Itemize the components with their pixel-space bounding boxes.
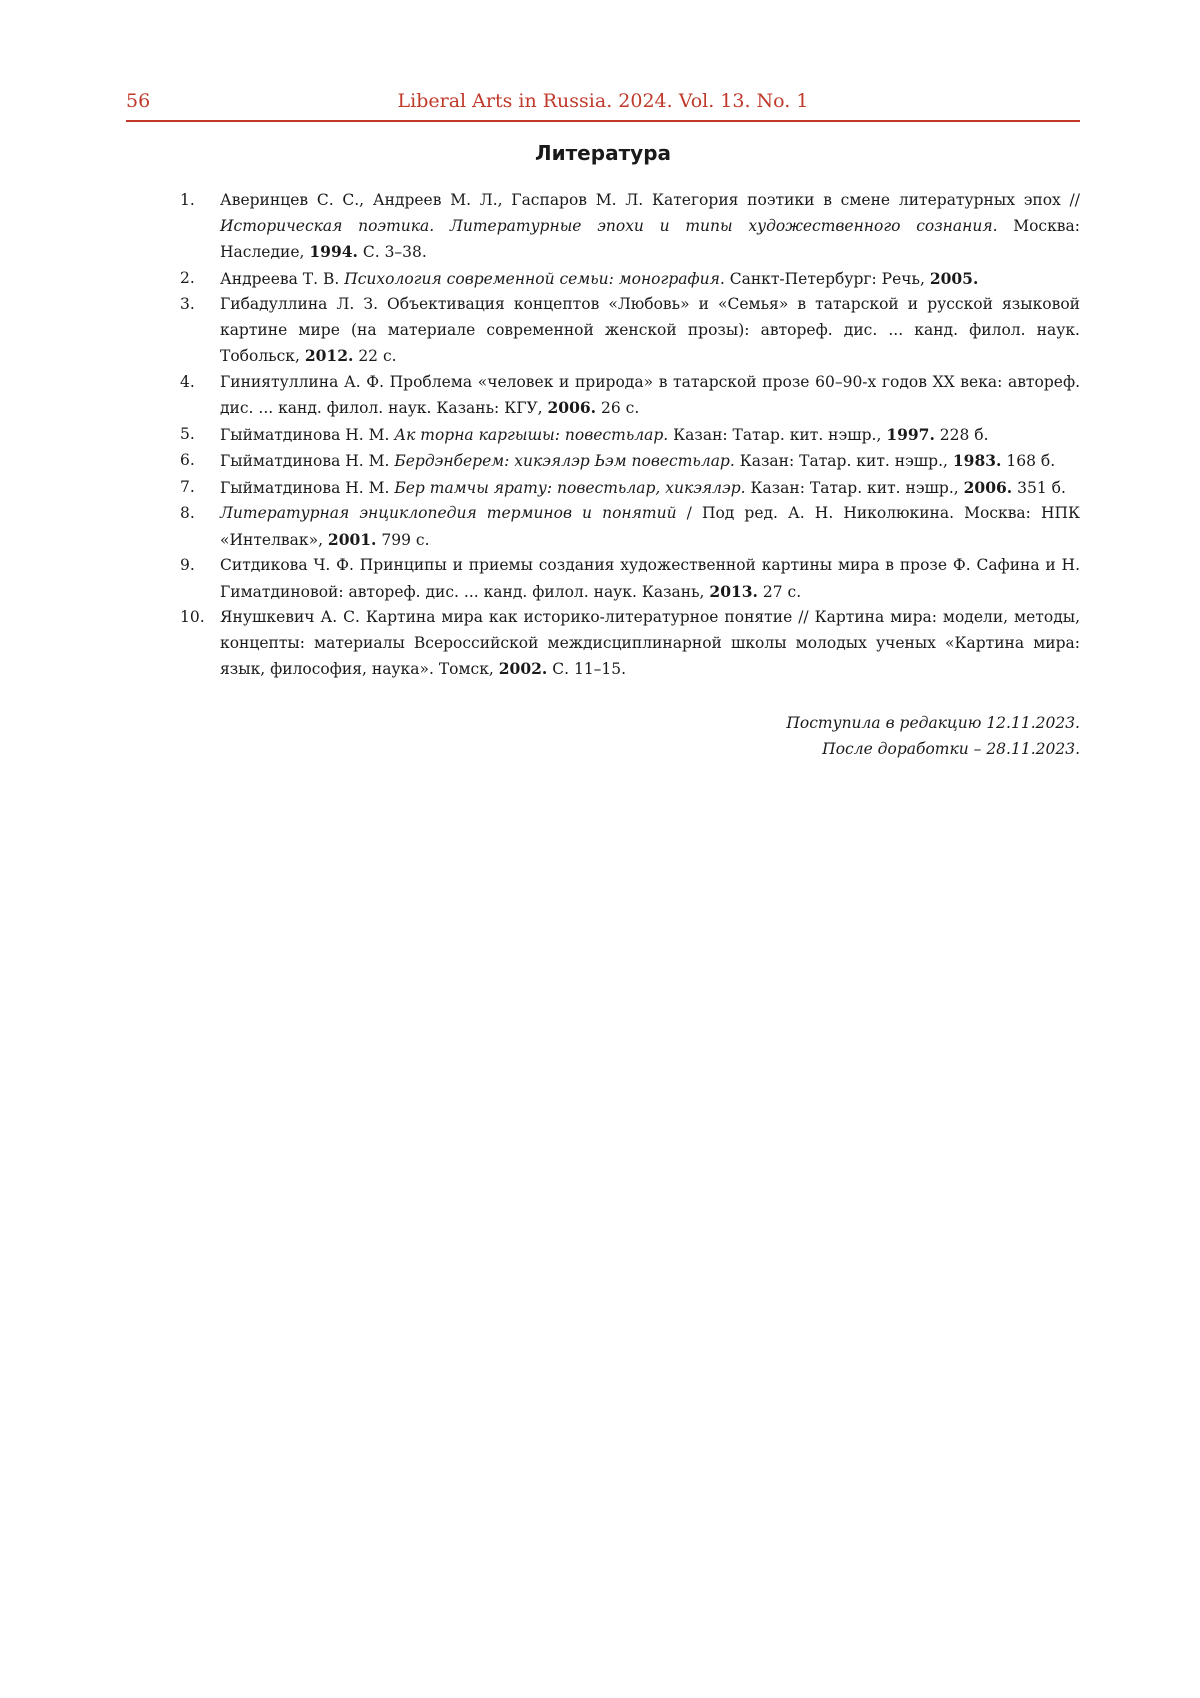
received-date: Поступила в редакцию 12.11.2023. — [786, 714, 1080, 732]
reference-text-part: 799 с. — [376, 530, 430, 549]
reference-text-part: 1983. — [952, 451, 1002, 470]
reference-text — [220, 295, 1080, 365]
reference-text-part: Ситдикова Ч. Ф. Принципы и приемы создания художественной картины мира в прозе Ф. Сафина и Н. Гиматдиновой: автореф. дис. ... канд. филол. наук. Казань, — [220, 556, 1080, 601]
reference-text-part: / Под ред. А. Н. Николюкина. Москва: НПК «Интелвак», — [220, 504, 1080, 549]
reference-text-part: Санкт-Петербург: Речь, — [724, 269, 930, 288]
reference-item — [180, 448, 1080, 475]
reference-text-part: Казан: Татар. кит. нэшр., — [745, 478, 964, 497]
reference-text-part: Янушкевич А. С. Картина мира как историко-литературное понятие // Картина мира: модели, методы, концепты: материалы Всероссийской междисциплинарной школы молодых ученых «Картина мира: язык, философия, наука». Томск, — [220, 608, 1080, 678]
reference-text-part: Гыйматдинова Н. М. — [220, 478, 395, 497]
reference-text — [220, 556, 1080, 601]
reference-number: 5. — [180, 424, 195, 443]
reference-text-part: 168 б. — [1001, 452, 1056, 470]
reference-text — [220, 426, 989, 444]
reference-item — [180, 475, 1080, 502]
reference-list — [180, 188, 1080, 683]
reference-text-part: 2005. — [929, 268, 979, 288]
section-heading: Литература — [534, 141, 672, 165]
reference-number: 7. — [180, 477, 195, 496]
reference-text — [220, 608, 1080, 678]
reference-item — [180, 292, 1080, 370]
reference-number: 10. — [180, 608, 205, 626]
reference-text — [220, 373, 1080, 418]
reference-text-part: 228 б. — [934, 425, 989, 444]
reference-text-part: Аверинцев С. С., Андреев М. Л., Гаспаров М. Л. Категория поэтики в смене литературных эпох // — [220, 191, 1080, 209]
reference-text-part: Бер тамчы ярату: повестьлар, хикэялэр. — [394, 478, 746, 497]
reference-item — [180, 501, 1080, 553]
reference-item — [180, 188, 1080, 266]
reference-item — [180, 422, 1080, 449]
reference-text-part: С. 3–38. — [357, 243, 427, 261]
reference-text-part: 22 с. — [353, 347, 397, 365]
reference-text-part: 2012. — [304, 346, 354, 365]
reference-item — [180, 553, 1080, 605]
reference-text-part: 26 с. — [596, 399, 640, 417]
reference-text-part: 2006. — [963, 477, 1013, 497]
reference-text-part: 1994. — [309, 242, 358, 261]
reference-text — [220, 504, 1080, 549]
reference-item — [180, 266, 1080, 293]
reference-text-part: Москва: Наследие, — [220, 216, 1080, 261]
reference-text-part: С. 11–15. — [547, 660, 627, 678]
reference-text-part: 2006. — [547, 398, 597, 417]
reference-number: 6. — [180, 451, 195, 469]
reference-number: 1. — [180, 191, 195, 209]
reference-item — [180, 370, 1080, 422]
reference-text-part: Психология современной семьи: монография. — [344, 269, 725, 288]
reference-text-part: 2001. — [327, 529, 377, 549]
running-header — [126, 90, 1080, 122]
reference-text-part: 27 с. — [757, 582, 802, 601]
reference-text-part: 2002. — [498, 659, 548, 678]
reference-text-part: Казан: Татар. кит. нэшр., — [668, 425, 887, 444]
reference-text-part: Гыйматдинова Н. М. — [220, 425, 395, 444]
reference-text-part: Гибадуллина Л. З. Объективация концептов «Любовь» и «Семья» в татарской и русской языковой картине мире (на материале современной женской прозы): автореф. дис. ... канд. филол. наук. Тобольск, — [220, 295, 1080, 365]
reference-text-part: Бердэнберем: хикэялэр Ьэм повестьлар. — [394, 452, 735, 470]
reference-text-part: Гыйматдинова Н. М. — [220, 452, 395, 470]
reference-text-part: 1997. — [886, 424, 935, 444]
reference-number: 3. — [180, 295, 195, 313]
revised-date: После доработки – 28.11.2023. — [822, 739, 1080, 758]
reference-text — [220, 479, 1066, 497]
reference-number: 2. — [180, 268, 195, 287]
reference-text-part: Андреева Т. В. — [220, 269, 345, 288]
reference-text-part: Гиниятуллина А. Ф. Проблема «человек и природа» в татарской прозе 60–90-х годов XX века: автореф. дис. ... канд. филол. наук. Казань: КГУ, — [220, 372, 1080, 417]
journal-title: Liberal Arts in Russia. 2024. Vol. 13. No. 1 — [397, 90, 809, 112]
page-number: 56 — [126, 90, 151, 112]
reference-text-part: 351 б. — [1012, 478, 1066, 497]
received-dates — [480, 711, 1080, 762]
reference-text-part: 2013. — [709, 581, 758, 601]
reference-text — [220, 452, 1055, 470]
reference-text-part: Казан: Татар. кит. нэшр., — [734, 452, 953, 470]
reference-item — [180, 605, 1080, 683]
reference-number: 9. — [180, 556, 195, 574]
reference-text-part: Ак торна каргышы: повестьлар. — [394, 425, 669, 444]
reference-text-part: Историческая поэтика. Литературные эпохи и типы художественного сознания. — [220, 216, 998, 235]
reference-text-part: Литературная энциклопедия терминов и понятий — [220, 504, 677, 522]
reference-text — [220, 270, 978, 288]
reference-number: 4. — [180, 372, 195, 391]
reference-number: 8. — [180, 504, 195, 522]
reference-text — [220, 191, 1080, 261]
